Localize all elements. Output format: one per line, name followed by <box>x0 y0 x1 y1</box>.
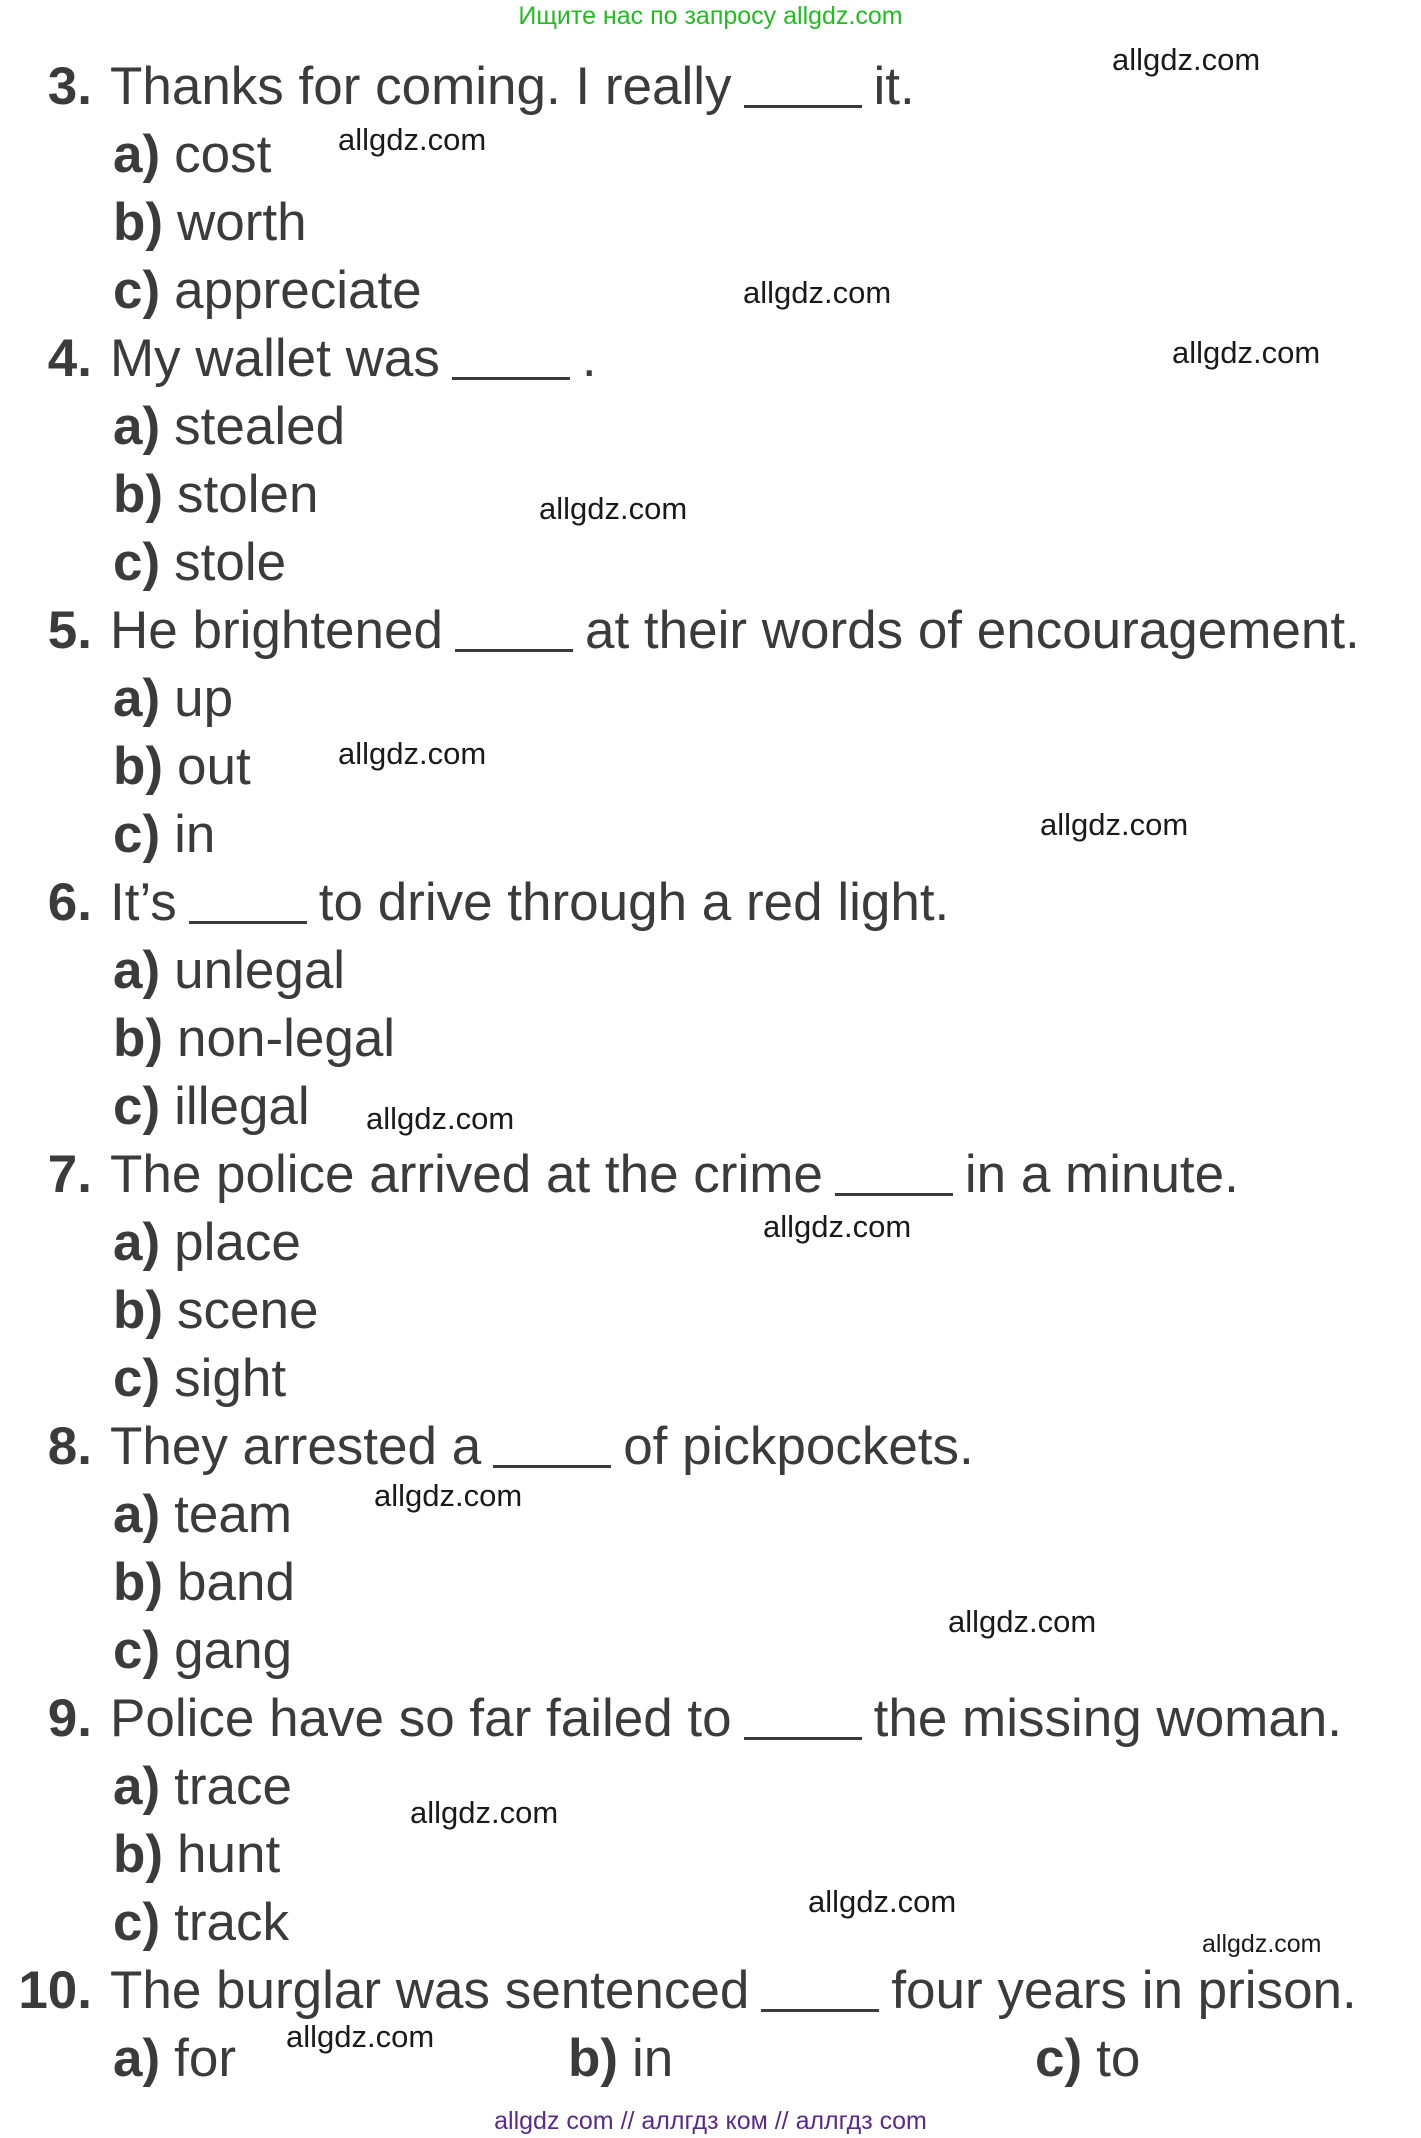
question-text-after: of pickpockets. <box>623 1417 974 1476</box>
question-text-after: it. <box>873 57 915 116</box>
answer-blank <box>744 1693 862 1740</box>
watermark: allgdz.com <box>1172 335 1321 370</box>
option-b: b) hunt <box>113 1825 281 1884</box>
question-text-before: He brightened <box>110 601 443 660</box>
watermark: allgdz.com <box>374 1478 523 1513</box>
option-a: a) cost <box>113 125 272 184</box>
option-b: b) worth <box>113 193 307 252</box>
watermark: allgdz.com <box>948 1604 1097 1639</box>
option-b: b) scene <box>113 1281 319 1340</box>
option-c: c) appreciate <box>113 261 422 320</box>
question-text-after: four years in prison. <box>891 1961 1357 2020</box>
question-text-after: . <box>581 329 597 388</box>
watermark: allgdz.com <box>743 275 892 310</box>
option-b: b) band <box>113 1553 295 1612</box>
footer-watermark: allgdz com // аллгдз ком // аллгдз com <box>494 2107 927 2135</box>
watermark: allgdz.com <box>286 2019 435 2054</box>
answer-blank <box>455 605 573 652</box>
question-number: 4. <box>47 329 92 388</box>
question-text-before: The burglar was sentenced <box>110 1961 750 2020</box>
option-a: a) for <box>113 2029 236 2088</box>
top-banner: Ищите нас по запросу allgdz.com <box>518 2 903 30</box>
question-number: 5. <box>47 601 92 660</box>
question-text-before: It’s <box>110 873 177 932</box>
question-text-before: They arrested a <box>110 1417 482 1476</box>
option-c: c) stole <box>113 533 287 592</box>
answer-blank <box>744 61 862 108</box>
question-text-before: Thanks for coming. I really <box>110 57 732 116</box>
question-text-before: Police have so far failed to <box>110 1689 732 1748</box>
watermark: allgdz.com <box>539 491 688 526</box>
question-number: 10. <box>18 1961 92 2020</box>
question-number: 6. <box>47 873 92 932</box>
option-c: c) gang <box>113 1621 293 1680</box>
watermark: allgdz.com <box>338 736 487 771</box>
option-c: c) in <box>113 805 216 864</box>
watermark: allgdz.com <box>1202 1930 1322 1958</box>
option-a: a) unlegal <box>113 941 346 1000</box>
question-text-after: the missing woman. <box>873 1689 1342 1748</box>
option-c: c) track <box>113 1893 289 1952</box>
watermark: allgdz.com <box>338 122 487 157</box>
question-number: 3. <box>47 57 92 116</box>
watermark: allgdz.com <box>1112 42 1261 77</box>
question-text-before: My wallet was <box>110 329 440 388</box>
option-c: c) sight <box>113 1349 287 1408</box>
answer-blank <box>493 1421 611 1468</box>
option-b: b) out <box>113 737 251 796</box>
option-b: b) in <box>568 2029 674 2088</box>
question-number: 7. <box>47 1145 92 1204</box>
watermark: allgdz.com <box>763 1209 912 1244</box>
option-a: a) up <box>113 669 234 728</box>
question-text-after: at their words of encouragement. <box>584 601 1360 660</box>
question-text-after: to drive through a red light. <box>318 873 950 932</box>
watermark: allgdz.com <box>366 1101 515 1136</box>
answer-blank <box>189 877 307 924</box>
option-a: a) place <box>113 1213 301 1272</box>
option-b: b) stolen <box>113 465 319 524</box>
option-c: c) to <box>1035 2029 1141 2088</box>
question-text-after: in a minute. <box>964 1145 1239 1204</box>
answer-blank <box>452 333 570 380</box>
answer-blank <box>761 1965 879 2012</box>
option-a: a) team <box>113 1485 292 1544</box>
watermark: allgdz.com <box>808 1884 957 1919</box>
question-number: 8. <box>47 1417 92 1476</box>
question-number: 9. <box>47 1689 92 1748</box>
option-a: a) trace <box>113 1757 292 1816</box>
option-c: c) illegal <box>113 1077 310 1136</box>
option-b: b) non-legal <box>113 1009 396 1068</box>
watermark: allgdz.com <box>410 1795 559 1830</box>
answer-blank <box>835 1149 953 1196</box>
option-a: a) stealed <box>113 397 346 456</box>
question-text-before: The police arrived at the crime <box>110 1145 823 1204</box>
watermark: allgdz.com <box>1040 807 1189 842</box>
